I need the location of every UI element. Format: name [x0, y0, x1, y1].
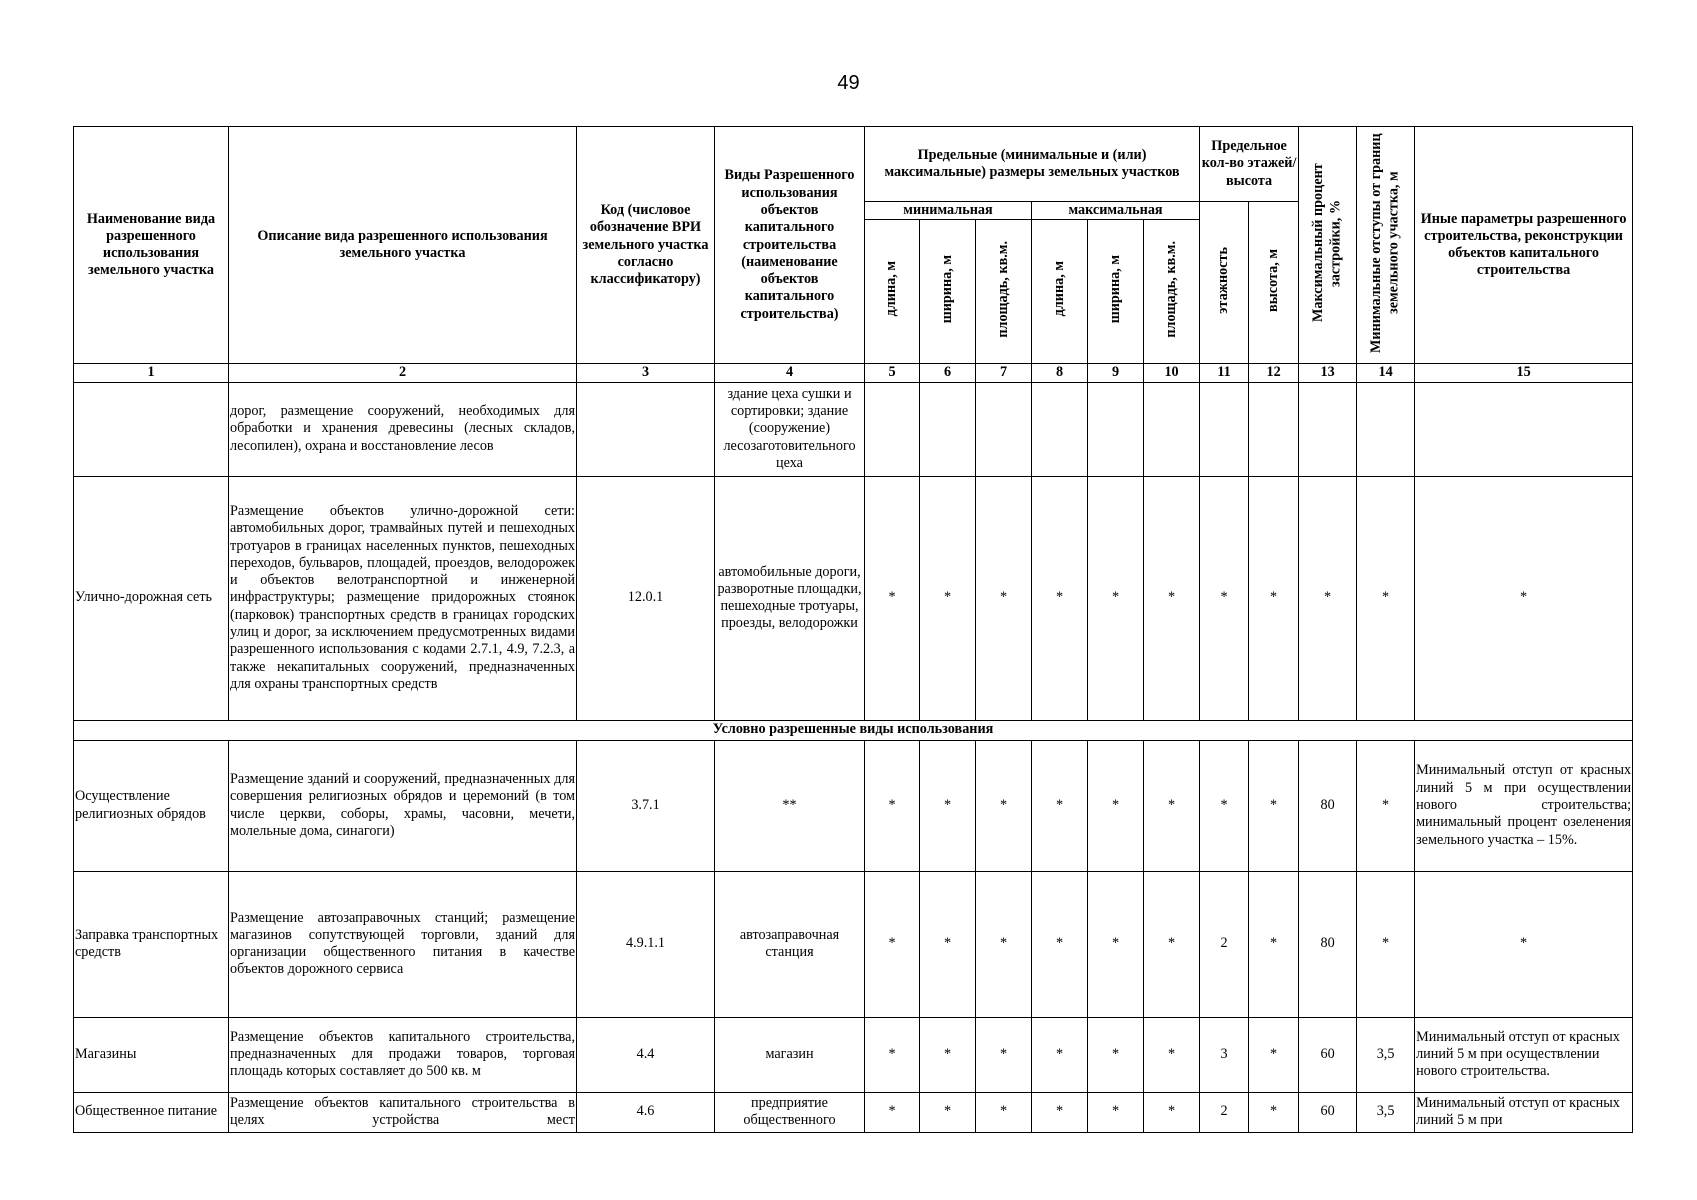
row-value: * [1249, 1017, 1299, 1092]
row-code: 4.4 [577, 1017, 715, 1092]
row-value: 3,5 [1357, 1092, 1415, 1132]
row-name: Заправка транспортных средств [74, 871, 229, 1017]
row-value: * [976, 871, 1032, 1017]
row-other [1415, 382, 1633, 476]
column-number: 12 [1249, 364, 1299, 382]
row-value: 3,5 [1357, 1017, 1415, 1092]
row-value: * [1357, 740, 1415, 871]
header-min-length: длина, м [865, 220, 920, 364]
row-objects: автомобильные дороги, разворотные площадки, пешеходные тротуары, проезды, велодорожки [715, 476, 865, 720]
row-other: Минимальный отступ от красных линий 5 м при осуществлении нового строительства; минимальный процент озеленения земельного участка – 15%. [1415, 740, 1633, 871]
row-value: * [1144, 476, 1200, 720]
header-description: Описание вида разрешенного использования земельного участка [229, 127, 577, 364]
row-value [1200, 382, 1249, 476]
row-value: 3 [1200, 1017, 1249, 1092]
page-number: 49 [837, 72, 860, 94]
column-number: 4 [715, 364, 865, 382]
row-other: Минимальный отступ от красных линий 5 м при осуществлении нового строительства. [1415, 1017, 1633, 1092]
section-row [74, 720, 1633, 740]
row-value: * [1032, 871, 1088, 1017]
column-number: 10 [1144, 364, 1200, 382]
row-value: * [1032, 740, 1088, 871]
table-row [74, 382, 1633, 476]
row-value: * [865, 871, 920, 1017]
header-minimal: минимальная [865, 202, 1032, 220]
header-limits: Предельные (минимальные и (или) максимальные) размеры земельных участков [865, 127, 1200, 202]
header-max-percent: Максимальный процент застройки, % [1299, 127, 1357, 364]
row-value: * [920, 476, 976, 720]
row-value: * [1200, 740, 1249, 871]
header-min-setback: Минимальные отступы от границ земельного участка, м [1357, 127, 1415, 364]
row-value: 80 [1299, 871, 1357, 1017]
row-objects: автозаправочная станция [715, 871, 865, 1017]
table-row [74, 1017, 1633, 1092]
row-code: 4.6 [577, 1092, 715, 1132]
row-name: Осуществление религиозных обрядов [74, 740, 229, 871]
row-objects: предприятие общественного [715, 1092, 865, 1132]
header-maximal: максимальная [1032, 202, 1200, 220]
column-number: 15 [1415, 364, 1633, 382]
column-number: 11 [1200, 364, 1249, 382]
column-number: 8 [1032, 364, 1088, 382]
column-number: 1 [74, 364, 229, 382]
row-value: * [1200, 476, 1249, 720]
row-value [920, 382, 976, 476]
row-objects: ** [715, 740, 865, 871]
row-description: Размещение объектов капитального строительства, предназначенных для продажи товаров, торговая площадь которых составляет до 500 кв. м [229, 1017, 577, 1092]
row-value: * [1249, 871, 1299, 1017]
row-value: * [1249, 1092, 1299, 1132]
row-value: * [1357, 871, 1415, 1017]
row-value: * [1088, 740, 1144, 871]
row-other: * [1415, 476, 1633, 720]
row-value: * [865, 740, 920, 871]
header-max-length: длина, м [1032, 220, 1088, 364]
row-value: * [1144, 1092, 1200, 1132]
header-name: Наименование вида разрешенного использования земельного участка [74, 127, 229, 364]
row-value: * [1088, 476, 1144, 720]
header-objects: Виды Разрешенного использования объектов капитального строительства (наименование объектов капитального строительства) [715, 127, 865, 364]
row-value: * [1144, 871, 1200, 1017]
column-number: 9 [1088, 364, 1144, 382]
row-value: * [865, 1092, 920, 1132]
row-name [74, 382, 229, 476]
row-value [865, 382, 920, 476]
row-value [1088, 382, 1144, 476]
row-value: * [1032, 1092, 1088, 1132]
row-value: * [1144, 1017, 1200, 1092]
row-value: * [1299, 476, 1357, 720]
row-description: Размещение зданий и сооружений, предназначенных для совершения религиозных обрядов и церемоний (в том числе церкви, соборы, храмы, часовни, мечети, молельные дома, синагоги) [229, 740, 577, 871]
row-description: Размещение объектов капитального строительства в целях устройства мест [229, 1092, 577, 1132]
row-code [577, 382, 715, 476]
land-use-table [73, 126, 1633, 1133]
header-other: Иные параметры разрешенного строительства, реконструкции объектов капитального строительства [1415, 127, 1633, 364]
row-value: * [920, 1092, 976, 1132]
row-code: 12.0.1 [577, 476, 715, 720]
row-value [976, 382, 1032, 476]
column-numbers-row [74, 364, 1633, 382]
row-value [1249, 382, 1299, 476]
row-value: * [920, 740, 976, 871]
row-value: * [1357, 476, 1415, 720]
row-name: Улично-дорожная сеть [74, 476, 229, 720]
section-title: Условно разрешенные виды использования [74, 720, 1633, 740]
row-value [1032, 382, 1088, 476]
row-objects: здание цеха сушки и сортировки; здание (сооружение) лесозаготовительного цеха [715, 382, 865, 476]
row-value: * [976, 476, 1032, 720]
row-description: Размещение автозаправочных станций; размещение магазинов сопутствующей торговли, зданий для организации общественного питания в качестве объектов дорожного сервиса [229, 871, 577, 1017]
header-min-width: ширина, м [920, 220, 976, 364]
table-row [74, 476, 1633, 720]
row-value: * [1249, 476, 1299, 720]
row-value: 60 [1299, 1092, 1357, 1132]
table-row [74, 871, 1633, 1017]
column-number: 6 [920, 364, 976, 382]
header-max-area: площадь, кв.м. [1144, 220, 1200, 364]
row-value: * [1088, 871, 1144, 1017]
header-floors-group: Предельное кол-во этажей/ высота [1200, 127, 1299, 202]
row-description: дорог, размещение сооружений, необходимых для обработки и хранения древесины (лесных складов, лесопилен), охрана и восстановление лесов [229, 382, 577, 476]
row-value: 2 [1200, 1092, 1249, 1132]
row-value: * [1032, 476, 1088, 720]
row-value: * [1088, 1092, 1144, 1132]
row-value [1357, 382, 1415, 476]
header-max-width: ширина, м [1088, 220, 1144, 364]
row-value: * [976, 740, 1032, 871]
row-value: * [976, 1017, 1032, 1092]
table-row [74, 1092, 1633, 1132]
header-height: высота, м [1249, 202, 1299, 364]
row-value: * [1088, 1017, 1144, 1092]
row-code: 4.9.1.1 [577, 871, 715, 1017]
row-description: Размещение объектов улично-дорожной сети: автомобильных дорог, трамвайных путей и пешеходных тротуаров в границах населенных пунктов, пешеходных переходов, бульваров, площадей, проездов, велодорожек и объектов велотранспортной и инженерной инфраструктуры; размещение придорожных стоянок (парковок) транспортных средств в границах городских улиц и дорог, за исключением предусмотренных видами разрешенного использования с кодами 2.7.1, 4.9, 7.2.3, а также некапитальных сооружений, предназначенных для охраны транспортных средств [229, 476, 577, 720]
column-number: 3 [577, 364, 715, 382]
row-other: * [1415, 871, 1633, 1017]
row-value: * [920, 1017, 976, 1092]
column-number: 7 [976, 364, 1032, 382]
header-min-area: площадь, кв.м. [976, 220, 1032, 364]
table-row [74, 740, 1633, 871]
row-value: 60 [1299, 1017, 1357, 1092]
row-value: * [1144, 740, 1200, 871]
row-value: * [976, 1092, 1032, 1132]
row-name: Общественное питание [74, 1092, 229, 1132]
header-floors: этажность [1200, 202, 1249, 364]
column-number: 5 [865, 364, 920, 382]
column-number: 2 [229, 364, 577, 382]
row-value: * [865, 1017, 920, 1092]
row-value [1144, 382, 1200, 476]
row-value: 80 [1299, 740, 1357, 871]
header-code: Код (числовое обозначение ВРИ земельного участка согласно классификатору) [577, 127, 715, 364]
row-value: * [1249, 740, 1299, 871]
row-objects: магазин [715, 1017, 865, 1092]
row-value: * [920, 871, 976, 1017]
column-number: 13 [1299, 364, 1357, 382]
row-value [1299, 382, 1357, 476]
row-name: Магазины [74, 1017, 229, 1092]
row-code: 3.7.1 [577, 740, 715, 871]
row-value: * [865, 476, 920, 720]
row-value: 2 [1200, 871, 1249, 1017]
column-number: 14 [1357, 364, 1415, 382]
row-value: * [1032, 1017, 1088, 1092]
row-other: Минимальный отступ от красных линий 5 м при [1415, 1092, 1633, 1132]
